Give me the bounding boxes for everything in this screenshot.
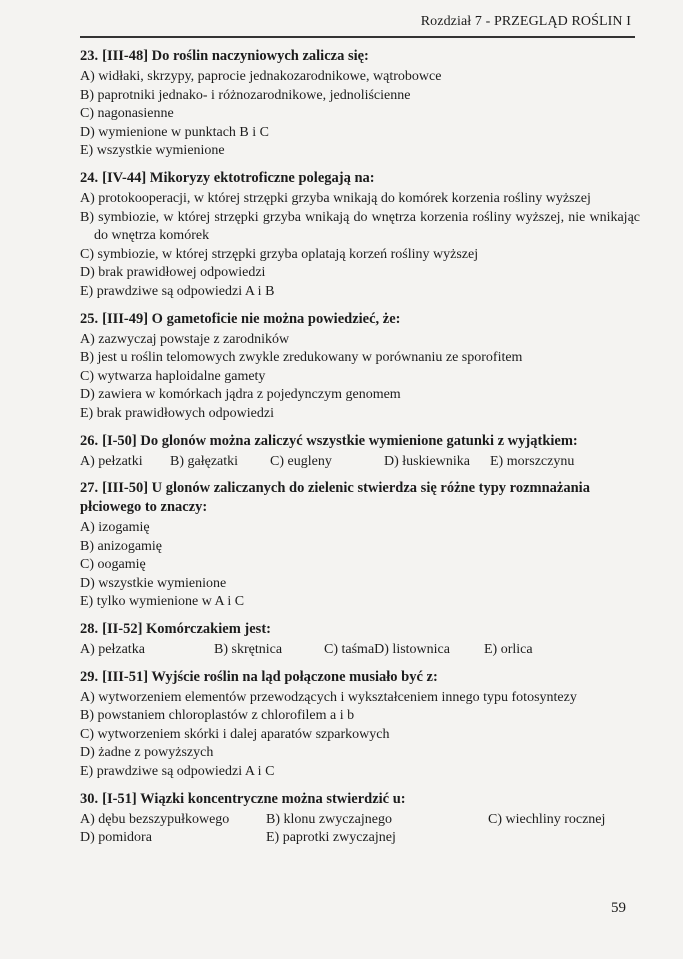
option: C) taśmaD) listownica xyxy=(324,642,450,658)
option: D) wszystkie wymienione xyxy=(80,575,227,591)
question-27 xyxy=(80,479,640,612)
option: C) wytworzeniem skórki i dalej aparatów szparkowych xyxy=(80,726,390,742)
option: A) wytworzeniem elementów przewodzących i wykształceniem innego typu fotosyntezy xyxy=(80,689,577,705)
option: C) oogamię xyxy=(80,557,146,573)
question-25 xyxy=(80,310,640,424)
option: B) anizogamię xyxy=(80,538,163,554)
option: E) morszczynu xyxy=(490,453,575,469)
option: D) łuskiewnika xyxy=(384,453,470,469)
option: A) izogamię xyxy=(80,520,150,536)
options-row xyxy=(80,829,640,848)
header-rule xyxy=(80,36,635,38)
option: D) wymienione w punktach B i C xyxy=(80,124,269,140)
option: E) orlica xyxy=(484,642,533,658)
option: E) prawdziwe są odpowiedzi A i C xyxy=(80,764,275,780)
option: D) pomidora xyxy=(80,830,152,846)
question-title: 30. [I-51] Wiązki koncentryczne można stwierdzić u: xyxy=(80,790,406,807)
option: B) jest u roślin telomowych zwykle zredukowany w porównaniu ze sporofitem xyxy=(80,350,523,366)
option: A) pełzatka xyxy=(80,642,145,658)
option: E) paprotki zwyczajnej xyxy=(266,830,396,846)
question-28 xyxy=(80,620,640,660)
option: D) brak prawidłowej odpowiedzi xyxy=(80,265,266,281)
option: E) brak prawidłowych odpowiedzi xyxy=(80,405,274,421)
question-title: 23. [III-48] Do roślin naczyniowych zalicza się: xyxy=(80,48,369,64)
option: B) paprotniki jednako- i różnozarodnikowe, jednoliścienne xyxy=(80,87,411,103)
page-number: 59 xyxy=(611,900,626,916)
question-29 xyxy=(80,668,640,782)
question-title: 27. [III-50] U glonów zaliczanych do zielenic stwierdza się różne typy rozmnażania płciowego to znaczy: xyxy=(80,480,590,516)
option: D) zawiera w komórkach jądra z pojedynczym genomem xyxy=(80,387,401,403)
question-title: 24. [IV-44] Mikoryzy ektotroficzne polegają na: xyxy=(80,169,375,186)
running-header: Rozdział 7 - PRZEGLĄD ROŚLIN I xyxy=(420,14,631,29)
question-24 xyxy=(80,169,640,302)
option: C) nagonasienne xyxy=(80,106,174,122)
options-row xyxy=(80,641,640,660)
option: B) powstaniem chloroplastów z chlorofilem a i b xyxy=(80,708,355,724)
option: B) gałęzatki xyxy=(170,453,239,469)
question-30 xyxy=(80,790,640,848)
option: A) zazwyczaj powstaje z zarodników xyxy=(80,331,290,347)
options-row xyxy=(80,453,640,472)
option: B) skrętnica xyxy=(214,642,283,658)
option: C) symbiozie, w której strzępki grzyba oplatają korzeń rośliny wyższej xyxy=(80,246,479,262)
question-title: 28. [II-52] Komórczakiem jest: xyxy=(80,621,271,638)
options-row xyxy=(80,811,640,830)
option: C) wiechliny rocznej xyxy=(488,811,606,827)
option: A) pełzatki xyxy=(80,453,143,469)
questions-list xyxy=(80,47,640,856)
question-23 xyxy=(80,47,640,161)
option: E) tylko wymienione w A i C xyxy=(80,594,245,610)
question-26 xyxy=(80,432,640,472)
option: E) prawdziwe są odpowiedzi A i B xyxy=(80,283,275,299)
question-title: 29. [III-51] Wyjście roślin na ląd połączone musiało być z: xyxy=(80,668,438,685)
question-title: 26. [I-50] Do glonów można zaliczyć wszystkie wymienione gatunki z wyjątkiem: xyxy=(80,432,578,449)
option: A) widłaki, skrzypy, paprocie jednakozarodnikowe, wątrobowce xyxy=(80,69,442,84)
option: D) żadne z powyższych xyxy=(80,745,214,761)
option: A) dębu bezszypułkowego xyxy=(80,811,230,827)
option: C) wytwarza haploidalne gamety xyxy=(80,368,266,384)
question-title: 25. [III-49] O gametoficie nie można powiedzieć, że: xyxy=(80,310,401,327)
option: E) wszystkie wymienione xyxy=(80,143,225,159)
option: C) eugleny xyxy=(270,453,332,469)
option: B) symbiozie, w której strzępki grzyba wnikają do wnętrza korzenia rośliny wyższej, nie wnikając do wnętrza komórek xyxy=(80,209,640,244)
option: B) klonu zwyczajnego xyxy=(266,811,392,827)
option: A) protokooperacji, w której strzępki grzyba wnikają do komórek korzenia rośliny wyższej xyxy=(80,190,591,206)
